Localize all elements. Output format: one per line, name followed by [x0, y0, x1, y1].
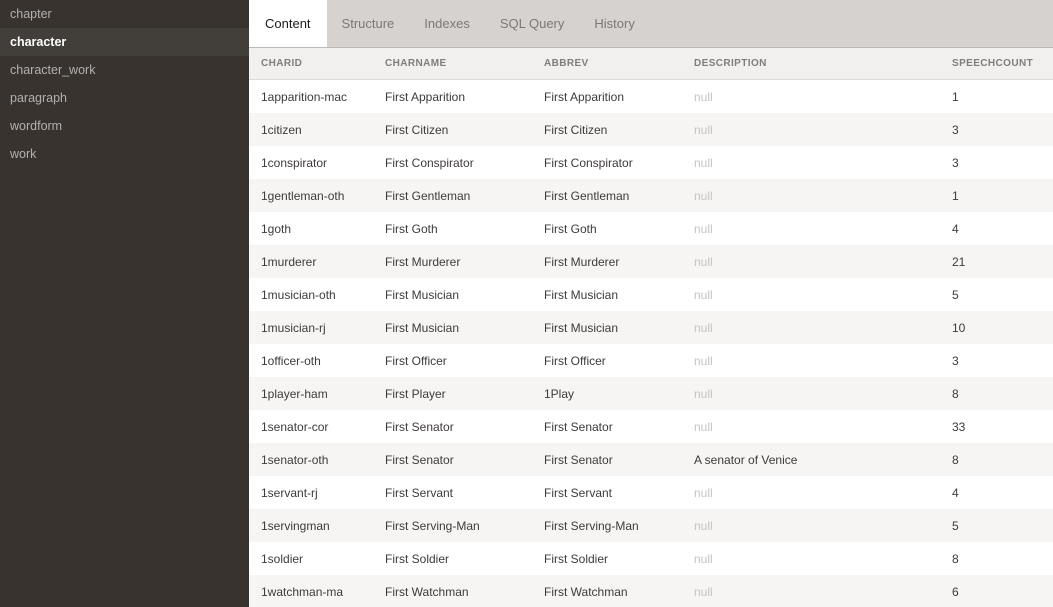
sidebar-item-work[interactable]: work	[10, 147, 37, 161]
cell-charid[interactable]: 1citizen	[261, 122, 302, 137]
cell-speechcount[interactable]: 8	[952, 452, 959, 467]
cell-charid[interactable]: 1gentleman-oth	[261, 188, 345, 203]
cell-abbrev[interactable]: First Gentleman	[544, 188, 630, 203]
column-header[interactable]: CHARID	[261, 58, 303, 69]
cell-charid[interactable]: 1senator-oth	[261, 452, 329, 467]
cell-speechcount[interactable]: 6	[952, 584, 959, 599]
cell-charname[interactable]: First Player	[385, 386, 446, 401]
sidebar-item-character-work[interactable]: character_work	[10, 63, 96, 77]
cell-description[interactable]: null	[694, 221, 713, 236]
table-row[interactable]	[249, 113, 1053, 146]
cell-charid[interactable]: 1musician-rj	[261, 320, 326, 335]
column-header[interactable]: ABBREV	[544, 58, 589, 69]
cell-description[interactable]: null	[694, 122, 713, 137]
cell-description[interactable]: A senator of Venice	[694, 452, 798, 467]
column-header[interactable]: SPEECHCOUNT	[952, 58, 1034, 69]
table-row[interactable]	[249, 542, 1053, 575]
cell-charname[interactable]: First Soldier	[385, 551, 450, 566]
cell-abbrev[interactable]: First Soldier	[544, 551, 609, 566]
cell-speechcount[interactable]: 5	[952, 518, 959, 533]
sidebar	[0, 0, 249, 607]
cell-charname[interactable]: First Officer	[385, 353, 447, 368]
tab-bar	[249, 0, 1053, 48]
table-row[interactable]	[249, 509, 1053, 542]
cell-abbrev[interactable]: First Officer	[544, 353, 606, 368]
table-row[interactable]	[249, 146, 1053, 179]
cell-charid[interactable]: 1servingman	[261, 518, 330, 533]
table-row[interactable]	[249, 212, 1053, 245]
table-row[interactable]	[249, 245, 1053, 278]
cell-charname[interactable]: First Senator	[385, 452, 454, 467]
column-header[interactable]: DESCRIPTION	[694, 58, 767, 69]
cell-description[interactable]: null	[694, 320, 713, 335]
cell-description[interactable]: null	[694, 584, 713, 599]
cell-charname[interactable]: First Gentleman	[385, 188, 471, 203]
cell-speechcount[interactable]: 33	[952, 419, 966, 434]
cell-abbrev[interactable]: First Conspirator	[544, 155, 633, 170]
cell-abbrev[interactable]: First Goth	[544, 221, 597, 236]
cell-abbrev[interactable]: First Musician	[544, 287, 619, 302]
table-body	[249, 80, 1053, 607]
cell-speechcount[interactable]: 5	[952, 287, 959, 302]
table-row[interactable]	[249, 80, 1053, 113]
cell-description[interactable]: null	[694, 353, 713, 368]
cell-abbrev[interactable]: First Murderer	[544, 254, 620, 269]
table-row[interactable]	[249, 278, 1053, 311]
cell-description[interactable]: null	[694, 419, 713, 434]
cell-abbrev[interactable]: 1Play	[544, 386, 575, 401]
cell-charname[interactable]: First Citizen	[385, 122, 449, 137]
main-content	[249, 0, 1053, 607]
tab-history[interactable]: History	[594, 16, 635, 31]
cell-description[interactable]: null	[694, 188, 713, 203]
cell-charid[interactable]: 1servant-rj	[261, 485, 318, 500]
cell-charname[interactable]: First Musician	[385, 287, 460, 302]
cell-speechcount[interactable]: 8	[952, 551, 959, 566]
cell-charid[interactable]: 1apparition-mac	[261, 89, 348, 104]
cell-charname[interactable]: First Servant	[385, 485, 454, 500]
cell-abbrev[interactable]: First Serving-Man	[544, 518, 639, 533]
cell-charid[interactable]: 1conspirator	[261, 155, 328, 170]
cell-charname[interactable]: First Senator	[385, 419, 454, 434]
sidebar-item-chapter[interactable]: chapter	[10, 7, 52, 21]
column-header[interactable]: CHARNAME	[385, 58, 447, 69]
cell-speechcount[interactable]: 1	[952, 89, 959, 104]
tab-indexes[interactable]: Indexes	[424, 16, 470, 31]
table-row[interactable]	[249, 344, 1053, 377]
cell-abbrev[interactable]: First Servant	[544, 485, 613, 500]
cell-charid[interactable]: 1murderer	[261, 254, 317, 269]
cell-description[interactable]: null	[694, 155, 713, 170]
cell-charname[interactable]: First Apparition	[385, 89, 466, 104]
cell-abbrev[interactable]: First Musician	[544, 320, 619, 335]
cell-description[interactable]: null	[694, 551, 713, 566]
cell-charid[interactable]: 1watchman-ma	[261, 584, 344, 599]
table-row[interactable]	[249, 476, 1053, 509]
cell-description[interactable]: null	[694, 254, 713, 269]
tab-sql-query[interactable]: SQL Query	[499, 16, 565, 31]
table-row[interactable]	[249, 377, 1053, 410]
cell-charid[interactable]: 1officer-oth	[261, 353, 321, 368]
tab-content[interactable]: Content	[249, 0, 327, 47]
sidebar-item-character[interactable]: character	[0, 28, 249, 56]
table-row[interactable]	[249, 410, 1053, 443]
cell-speechcount[interactable]: 21	[952, 254, 966, 269]
cell-charname[interactable]: First Musician	[385, 320, 460, 335]
cell-abbrev[interactable]: First Senator	[544, 452, 613, 467]
cell-description[interactable]: null	[694, 89, 713, 104]
cell-charid[interactable]: 1soldier	[261, 551, 304, 566]
cell-description[interactable]: null	[694, 518, 713, 533]
cell-speechcount[interactable]: 1	[952, 188, 959, 203]
table-row[interactable]	[249, 311, 1053, 344]
cell-abbrev[interactable]: First Senator	[544, 419, 613, 434]
sidebar-item-wordform[interactable]: wordform	[10, 119, 63, 133]
cell-charid[interactable]: 1goth	[261, 221, 292, 236]
cell-speechcount[interactable]: 3	[952, 122, 959, 137]
cell-description[interactable]: null	[694, 287, 713, 302]
cell-speechcount[interactable]: 3	[952, 155, 959, 170]
table-row[interactable]	[249, 575, 1053, 607]
cell-charid[interactable]: 1player-ham	[261, 386, 328, 401]
cell-abbrev[interactable]: First Watchman	[544, 584, 628, 599]
cell-speechcount[interactable]: 3	[952, 353, 959, 368]
cell-abbrev[interactable]: First Apparition	[544, 89, 625, 104]
cell-charname[interactable]: First Serving-Man	[385, 518, 480, 533]
cell-charid[interactable]: 1musician-oth	[261, 287, 336, 302]
cell-charname[interactable]: First Murderer	[385, 254, 461, 269]
table-row[interactable]	[249, 443, 1053, 476]
tab-structure[interactable]: Structure	[341, 16, 395, 31]
table-row[interactable]	[249, 179, 1053, 212]
cell-speechcount[interactable]: 8	[952, 386, 959, 401]
cell-charname[interactable]: First Conspirator	[385, 155, 474, 170]
cell-speechcount[interactable]: 10	[952, 320, 966, 335]
cell-charid[interactable]: 1senator-cor	[261, 419, 329, 434]
cell-speechcount[interactable]: 4	[952, 221, 959, 236]
cell-speechcount[interactable]: 4	[952, 485, 959, 500]
cell-charname[interactable]: First Watchman	[385, 584, 469, 599]
cell-abbrev[interactable]: First Citizen	[544, 122, 608, 137]
sidebar-item-paragraph[interactable]: paragraph	[10, 91, 67, 105]
cell-charname[interactable]: First Goth	[385, 221, 438, 236]
cell-description[interactable]: null	[694, 386, 713, 401]
cell-description[interactable]: null	[694, 485, 713, 500]
table-header	[249, 48, 1053, 80]
